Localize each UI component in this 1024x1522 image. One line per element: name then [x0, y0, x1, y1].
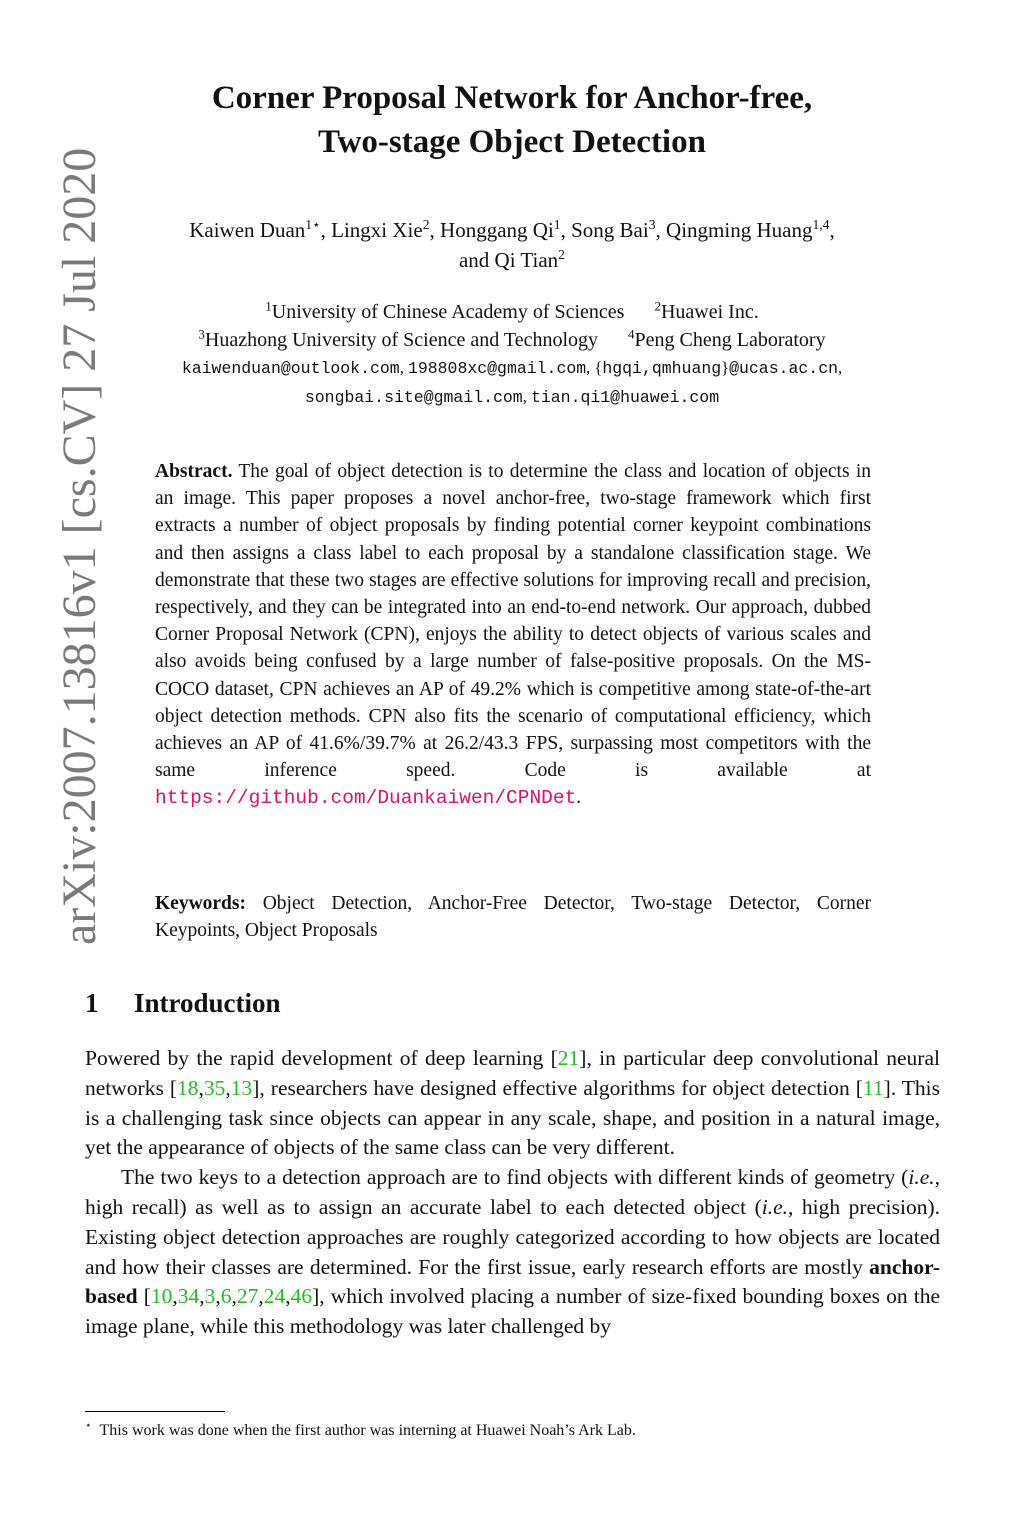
keywords-label: Keywords: [155, 893, 246, 914]
email-link[interactable]: hgqi,qmhuang [602, 359, 722, 378]
italic-run: i.e. [908, 1165, 935, 1190]
keywords-text: Object Detection, Anchor-Free Detector, Two-stage Detector, Corner Keypoints, Object Proposals [155, 893, 871, 942]
section-title: Introduction [134, 988, 281, 1018]
text-run: Powered by the rapid development of deep learning [ [85, 1046, 558, 1070]
email-link[interactable]: kaiwenduan@outlook.com [181, 359, 400, 378]
affiliation: Huazhong University of Science and Technology [204, 329, 599, 351]
author-affil-mark: 1⋆ [305, 217, 321, 232]
citation-link[interactable]: 24 [263, 1284, 286, 1309]
bold-term: anchor-based [85, 1254, 940, 1309]
citation-link[interactable]: 10 [150, 1284, 173, 1309]
affiliation: Huawei Inc. [660, 301, 759, 323]
author-affil-mark: 2 [422, 217, 430, 232]
email-separator: , [522, 387, 531, 406]
keywords [155, 890, 871, 944]
text-run: ], which involved placing a number of size-fixed bounding boxes on the image plane, while this methodology was later challenged by [85, 1284, 940, 1339]
text-run: ], researchers have designed effective algorithms for object detection [ [252, 1075, 863, 1100]
email-separator: , [399, 358, 408, 377]
code-url-link[interactable]: https://github.com/Duankaiwen/CPNDet [155, 787, 577, 810]
abstract [155, 458, 871, 813]
paragraph-2: The two keys to a detection approach are to find objects with different kinds of geometry (i.e., high recall) as well as to assign an accurate label to each detected object (i.e., high precision). Existing object detection approaches are roughly categorized according to how objects are located and how their classes are determined. For the first issue, early research efforts are mostly anchor-based [10,34,3,6,27,24,46], which involved placing a number of size-fixed bounding boxes on the image plane, while this methodology was later challenged by [85, 1165, 940, 1339]
email-separator: , [838, 358, 843, 377]
arxiv-identifier: arXiv:2007.13816v1 [cs.CV] 27 Jul 2020 [53, 147, 106, 945]
citation-link[interactable]: 35 [203, 1075, 226, 1100]
title-line-1: Corner Proposal Network for Anchor-free, [211, 80, 813, 116]
text-run: ], in particular deep convolutional neural networks [ [85, 1046, 940, 1100]
author-affil-mark: 2 [558, 247, 565, 262]
abstract-text: The goal of object detection is to determine the class and location of objects in an image. This paper proposes a novel anchor-free, two-stage framework which first extracts a number of object proposals by finding potential corner keypoint combinations and then assigns a class label to each proposal by a standalone classification stage. We demonstrate that these two stages are effective solutions for improving recall and precision, respectively, and they can be integrated into an end-to-end network. Our approach, dubbed Corner Proposal Network (CPN), enjoys the ability to detect objects of various scales and also avoids being confused by a large number of false-positive proposals. On the MS-COCO dataset, CPN achieves an AP of 49.2% which is competitive among state-of-the-art object detection methods. CPN also fits the scenario of computational efficiency, which achieves an AP of 41.6%/39.7% at 26.2/43.3 FPS, surpassing most competitors with the same inference speed. Code is available at [155, 461, 871, 782]
brace: } [721, 358, 730, 377]
email-link[interactable]: songbai.site@gmail.com [304, 388, 523, 407]
author-separator: , [829, 218, 835, 242]
footnote-rule [85, 1411, 225, 1412]
email-line-1 [80, 354, 944, 383]
abstract-label: Abstract. [155, 461, 233, 482]
text-run: [ [137, 1284, 151, 1309]
affiliation: Peng Cheng Laboratory [634, 329, 826, 351]
author-name: , Qingming Huang [655, 218, 813, 242]
paper-title [80, 76, 944, 164]
citation-link[interactable]: 46 [290, 1284, 313, 1309]
email-separator: , [586, 358, 595, 377]
affil-number: 1 [265, 298, 272, 314]
footnote-mark: ⋆ [85, 1420, 92, 1432]
text-run: The two keys to a detection approach are to find objects with different kinds of geometry ( [121, 1165, 909, 1190]
email-line-2 [80, 383, 944, 412]
brace: { [594, 358, 603, 377]
citation-link[interactable]: 21 [557, 1046, 580, 1070]
section-number: 1 [85, 988, 99, 1018]
footnote-text: This work was done when the first author was interning at Huawei Noah’s Ark Lab. [99, 1422, 636, 1439]
title-line-2: Two-stage Object Detection [318, 124, 706, 160]
author-affil-mark: 3 [648, 217, 656, 232]
citation-link[interactable]: 11 [862, 1075, 884, 1100]
citation-link[interactable]: 3 [204, 1284, 216, 1309]
citation-link[interactable]: 34 [177, 1284, 200, 1309]
abstract-end: . [576, 787, 582, 809]
citation-link[interactable]: 27 [236, 1284, 259, 1309]
email-domain[interactable]: @ucas.ac.cn [729, 359, 839, 378]
affil-number: 4 [628, 326, 635, 342]
citation-link[interactable]: 6 [220, 1284, 232, 1309]
author-name: , Lingxi Xie [320, 218, 423, 242]
section-heading [85, 988, 281, 1019]
text-run: , high precision). Existing object detection approaches are roughly categorized according to how objects are located and how their classes are determined. For the first issue, early research efforts are mostly [85, 1194, 940, 1279]
affiliation: University of Chinese Academy of Sciences [271, 301, 625, 323]
author-list [80, 215, 944, 275]
author-name: and Qi Tian [458, 248, 559, 272]
paragraph-1: Powered by the rapid development of deep learning [21], in particular deep convolutional neural networks [18,35,13], researchers have designed effective algorithms for object detection [11]. This is a challenging task since objects can appear in any scale, shape, and position in a natural image, yet the appearance of objects of the same class can be very different. [85, 1046, 941, 1160]
email-link[interactable]: 198808xc@gmail.com [407, 359, 587, 378]
footnote [85, 1420, 636, 1442]
citation-link[interactable]: 13 [230, 1075, 253, 1100]
affil-number: 3 [198, 326, 205, 342]
affil-number: 2 [654, 298, 661, 314]
affiliations [80, 298, 944, 412]
italic-run: i.e. [761, 1194, 789, 1219]
author-affil-mark: 1,4 [812, 217, 830, 232]
email-link[interactable]: tian.qi1@huawei.com [530, 388, 720, 407]
citation-link[interactable]: 18 [177, 1075, 199, 1100]
author-affil-mark: 1 [553, 217, 561, 232]
text-run: ]. This is a challenging task since objects can appear in any scale, shape, and position in a natural image, yet the appearance of objects of the same class can be very different. [85, 1075, 941, 1160]
text-run: , high recall) as well as to assign an accurate label to each detected object ( [85, 1165, 940, 1219]
author-name: , Honggang Qi [429, 218, 554, 242]
author-name: , Song Bai [560, 218, 649, 242]
body-text [85, 1044, 940, 1342]
author-name: Kaiwen Duan [189, 218, 306, 242]
